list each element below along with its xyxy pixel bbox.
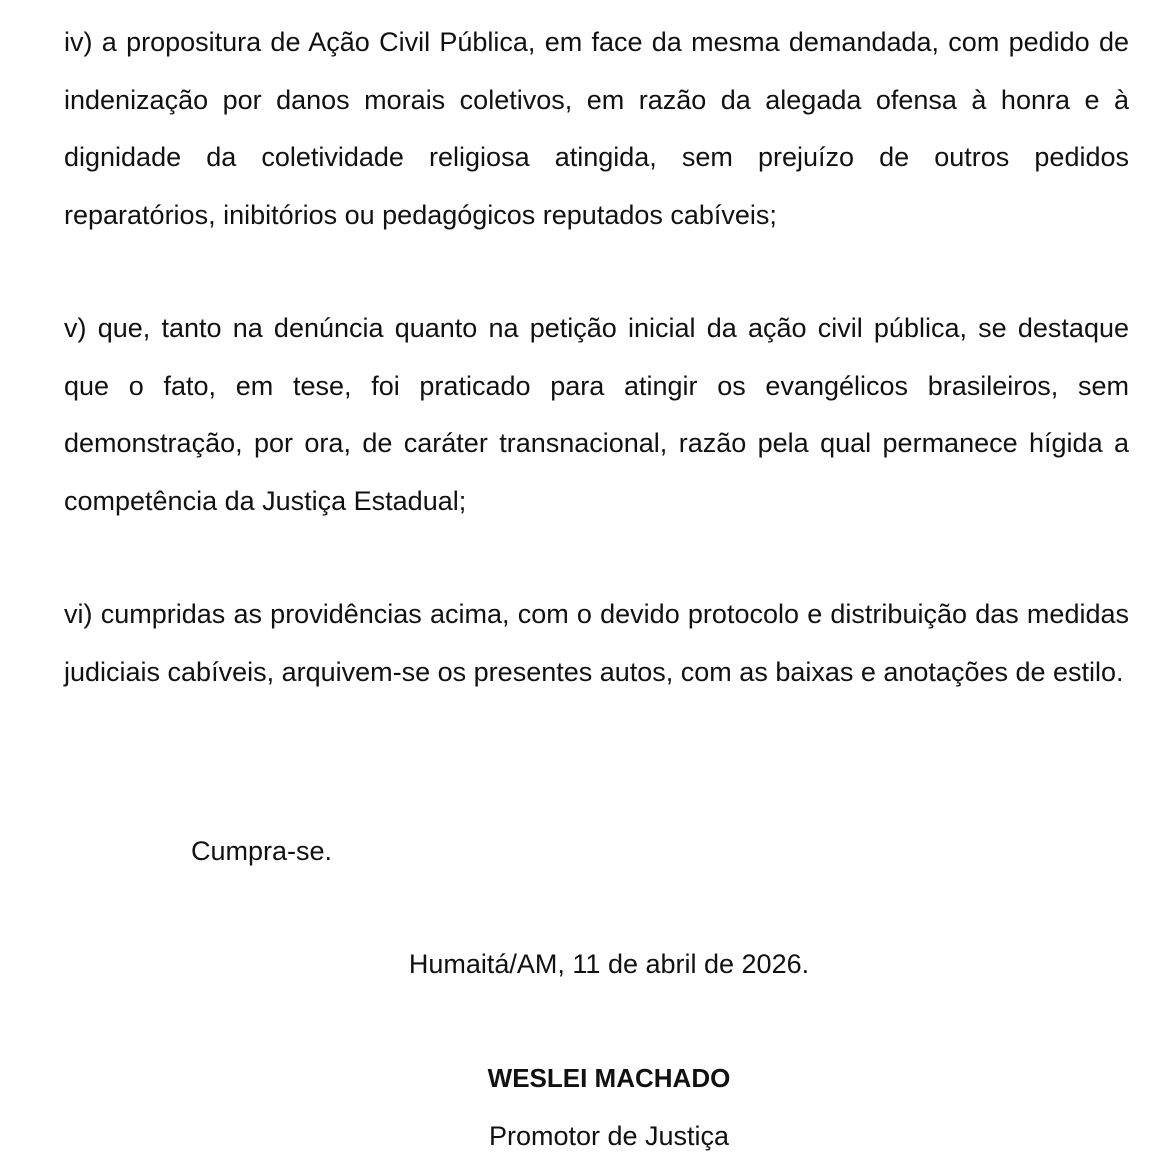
document-body bbox=[64, 14, 1129, 701]
paragraph-vi: vi) cumpridas as providências acima, com o devido protocolo e distribuição das medidas judiciais cabíveis, arquivem-se os presentes autos, com as baixas e anotações de estilo. bbox=[64, 599, 1129, 687]
paragraph-iv: iv) a propositura de Ação Civil Pública, em face da mesma demandada, com pedido de indenização por danos morais coletivos, em razão da alegada ofensa à honra e à dignidade da coletividade religiosa atingida, sem prejuízo de outros pedidos reparatórios, inibitórios ou pedagógicos reputados cabíveis; bbox=[64, 27, 1129, 230]
signer-role: Promotor de Justiça bbox=[488, 1121, 730, 1151]
paragraph-v: v) que, tanto na denúncia quanto na petição inicial da ação civil pública, se destaque que o fato, em tese, foi praticado para atingir os evangélicos brasileiros, sem demonstração, por ora, de caráter transnacional, razão pela qual permanece hígida a competência da Justiça Estadual; bbox=[64, 313, 1129, 516]
closing-text: Cumpra-se. bbox=[191, 836, 333, 866]
place-and-date: Humaitá/AM, 11 de abril de 2026. bbox=[408, 949, 810, 979]
signer-name: WESLEI MACHADO bbox=[487, 1063, 731, 1093]
